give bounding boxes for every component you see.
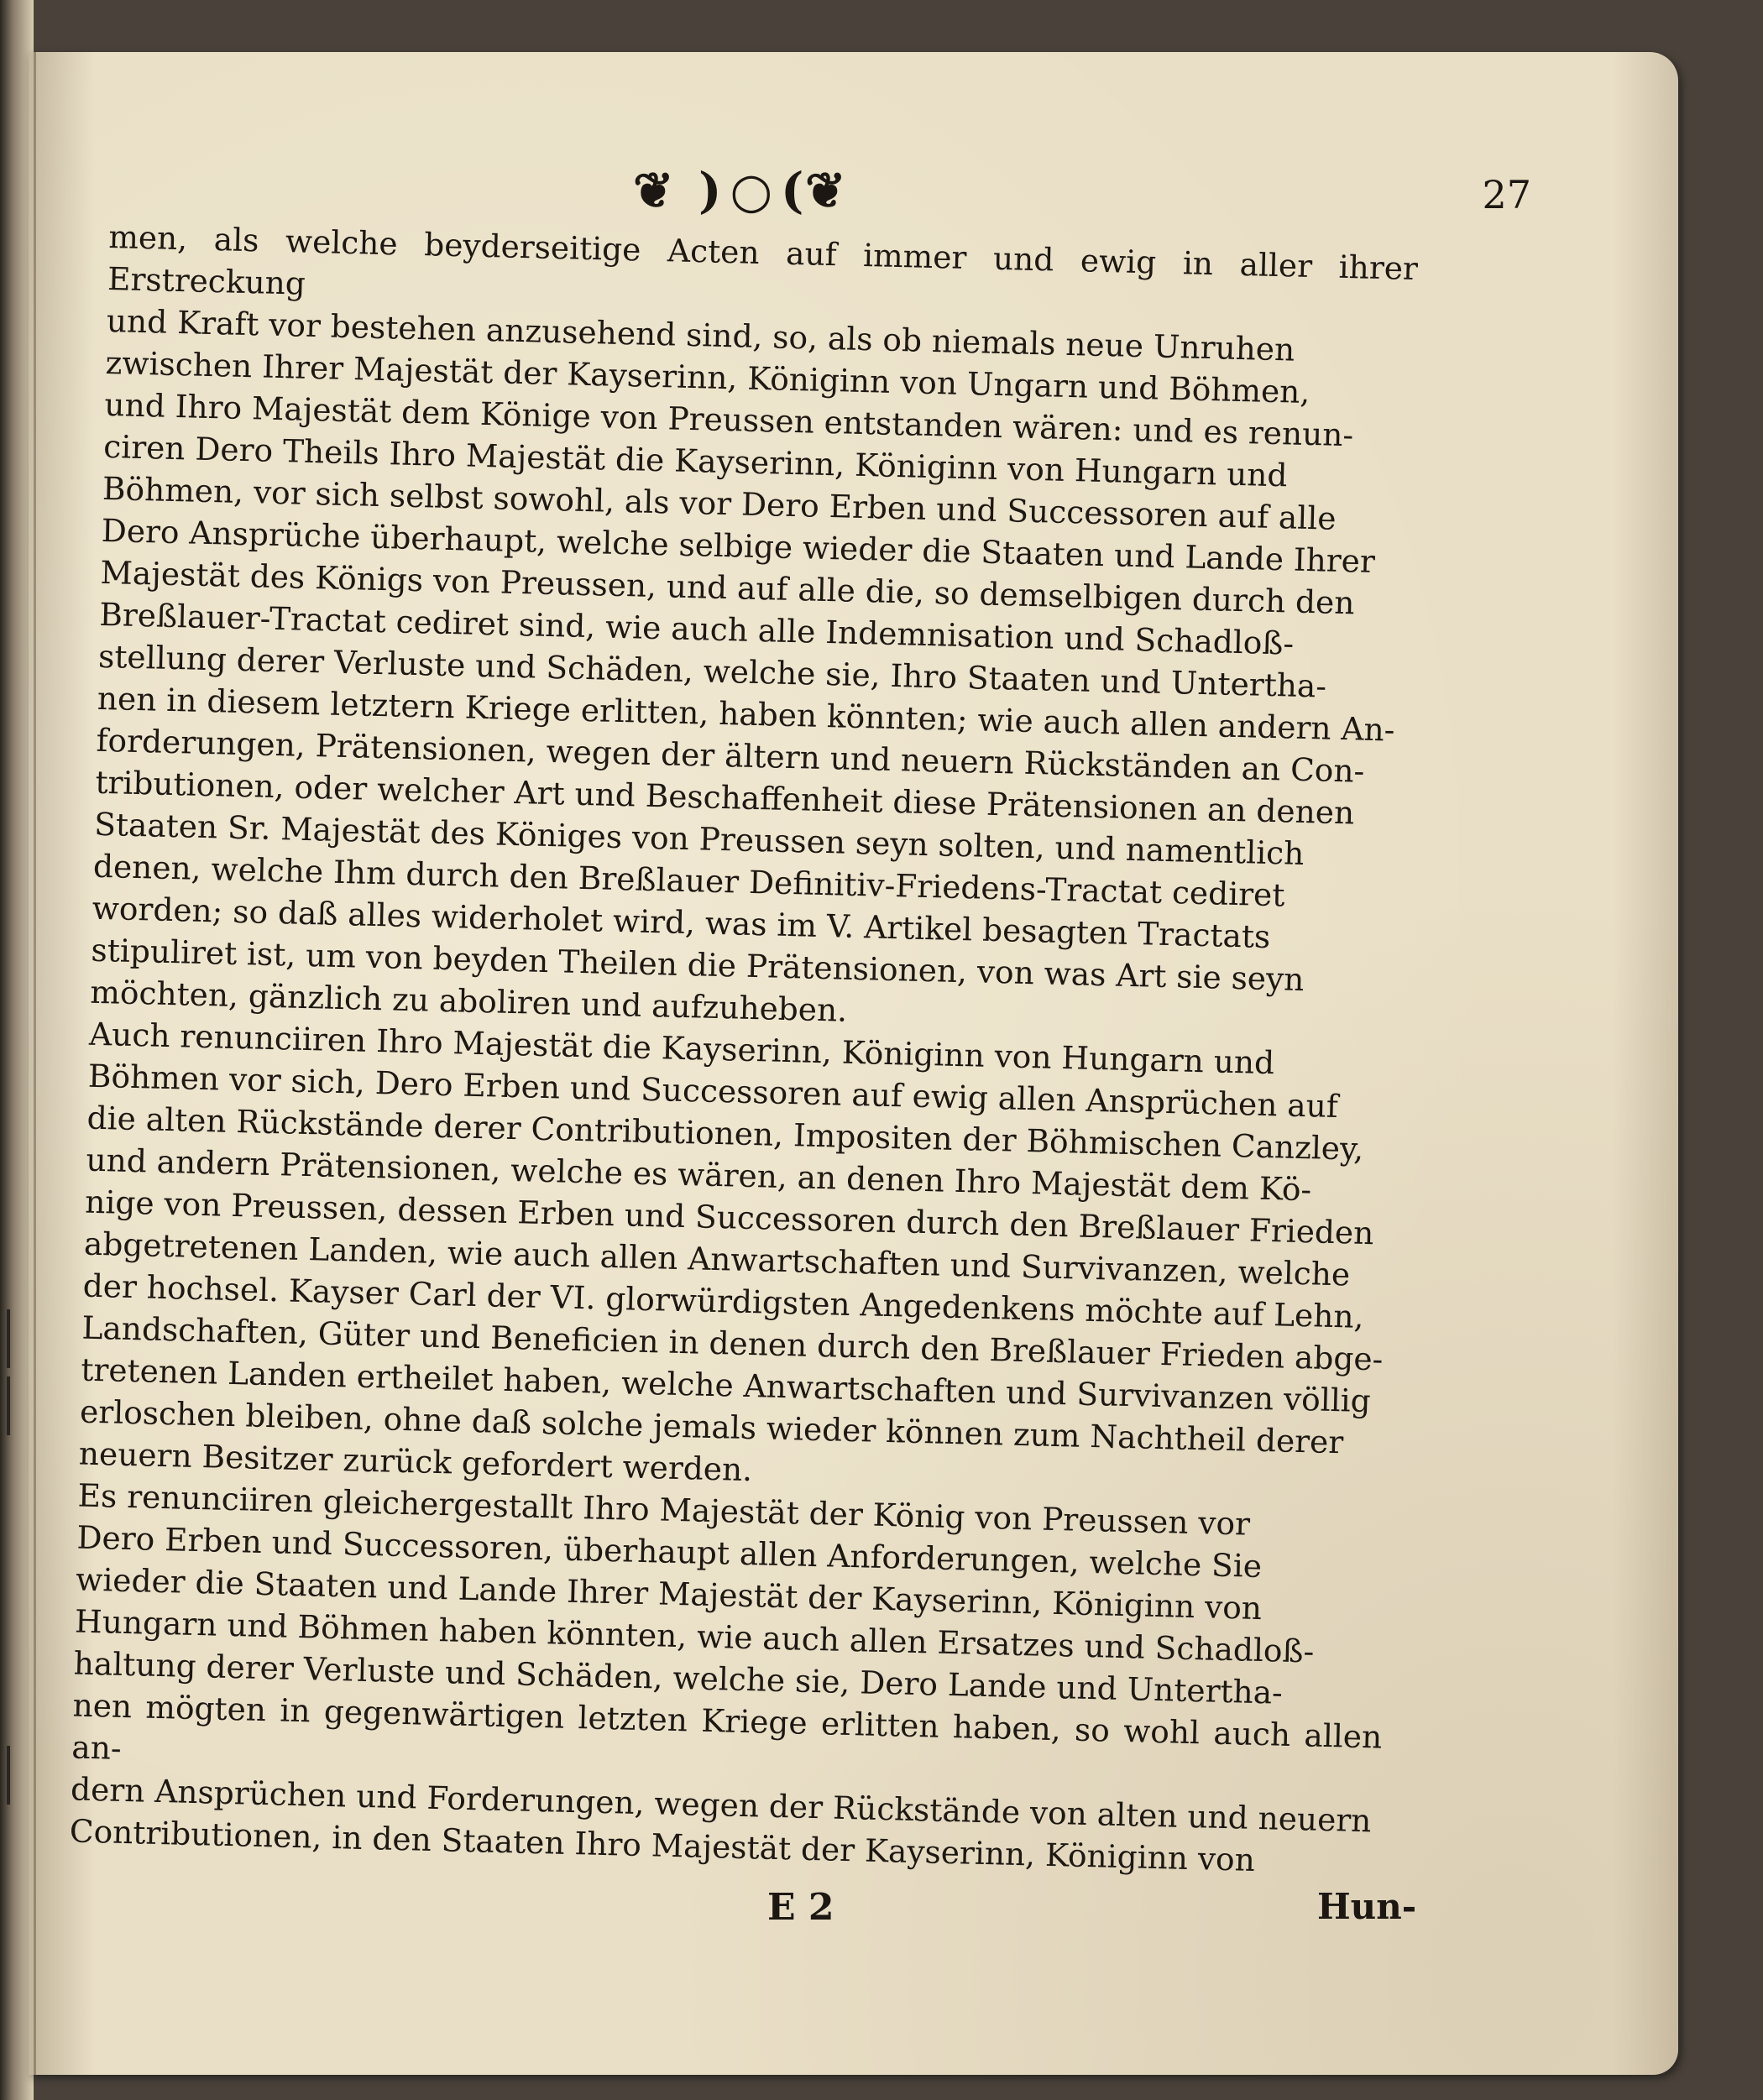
- book-page: [29, 52, 1678, 2075]
- signature-mark: E 2: [767, 1886, 834, 1929]
- text-body: [69, 216, 1418, 1884]
- paragraph: men, als welche beyderseitige Acten auf immer und ewig in aller ihrer Erstreckung und Kraft vor bestehen anzusehend sind, so, als ob niemals neue Unruhen zwischen Ihrer Majestät der Kayserinn, Königinn von Ungarn und Böhmen, und Ihro Majestät dem Könige von Preussen entstanden wären: und es renun- ciren Dero Theils Ihro Majestät die Kayserinn, Königinn von Hungarn und Böhmen, vor sich selbst sowohl, als vor Dero Erben und Successoren auf alle Dero Ansprüche überhaupt, welche selbige wieder die Staaten und Lande Ihrer Majestät des Königs von Preussen, und auf alle die, so demselbigen durch den Breßlauer-Tractat cediret sind, wie auch alle Indemnisation und Schadloß- stellung derer Verluste und Schäden, welche sie, Ihro Staaten und Untertha- nen in diesem letztern Kriege erlitten, haben könnten; wie auch allen andern An- forderungen, Prätensionen, wegen der ältern und neuern Rückständen an Con- tributionen, oder welcher Art und Beschaffenheit diese Prätensionen an denen Staaten Sr. Majestät des Königes von Preussen seyn solten, und namentlich denen, welche Ihm durch den Breßlauer Definitiv-Friedens-Tractat cediret worden; so daß alles widerholet wird, was im V. Artikel besagten Tractats stipuliret ist, um von beyden Theilen die Prätensionen, von was Art sie seyn möchten, gänzlich zu aboliren und aufzuheben.: [89, 217, 1419, 1029]
- margin-mark: [7, 1376, 10, 1435]
- running-header: [599, 161, 1590, 220]
- paragraph: Auch renunciiren Ihro Majestät die Kayserinn, Königinn von Hungarn und Böhmen vor sich, Dero Erben und Successoren auf ewig allen Ansprüchen auf die alten Rückstände derer Contributionen, Impositen der Böhmischen Canzley, und andern Prätensionen, welche es wären, an denen Ihro Majestät dem Kö- nige von Preussen, dessen Erben und Successoren durch den Breßlauer Frieden abgetretenen Landen, wie auch allen Anwartschaften und Survivanzen, welche der hochsel. Kayser Carl der VI. glorwürdigsten Angedenkens möchte auf Lehn, Landschaften, Güter und Beneficien in denen durch den Breßlauer Frieden abge- tretenen Landen ertheilet haben, welche Anwartschaften und Survivanzen völlig erloschen bleiben, ohne daß solche jemals wieder können zum Nachtheil derer neuern Besitzer zurück gefordert werden.: [78, 1015, 1384, 1489]
- margin-mark: [7, 1309, 10, 1368]
- ornament-left-icon: ❦: [633, 162, 674, 219]
- paragraph: Es renunciiren gleichergestallt Ihro Majestät der König von Preussen vor Dero Erben und Successoren, überhaupt allen Anforderungen, welche Sie wieder die Staaten und Lande Ihrer Majestät der Kayserinn, Königinn von Hungarn und Böhmen haben könnten, wie auch allen Ersatzes und Schadloß- haltung derer Verluste und Schäden, welche sie, Dero Lande und Untertha- nen mögten in gegenwärtigen letzten Kriege erlitten haben, so wohl auch allen an- dern Ansprüchen und Forderungen, wegen der Rückstände von alten und neuern Contributionen, in den Staaten Ihro Majestät der Kayserinn, Königinn von: [69, 1476, 1383, 1878]
- page-number: 27: [1482, 172, 1531, 217]
- margin-mark: [7, 1746, 10, 1805]
- ornament-right-icon: ❦: [805, 162, 846, 219]
- gutter-shadow: [34, 52, 36, 2075]
- catchword: Hun-: [1317, 1886, 1417, 1927]
- header-ornament-divider: )○(: [698, 162, 813, 219]
